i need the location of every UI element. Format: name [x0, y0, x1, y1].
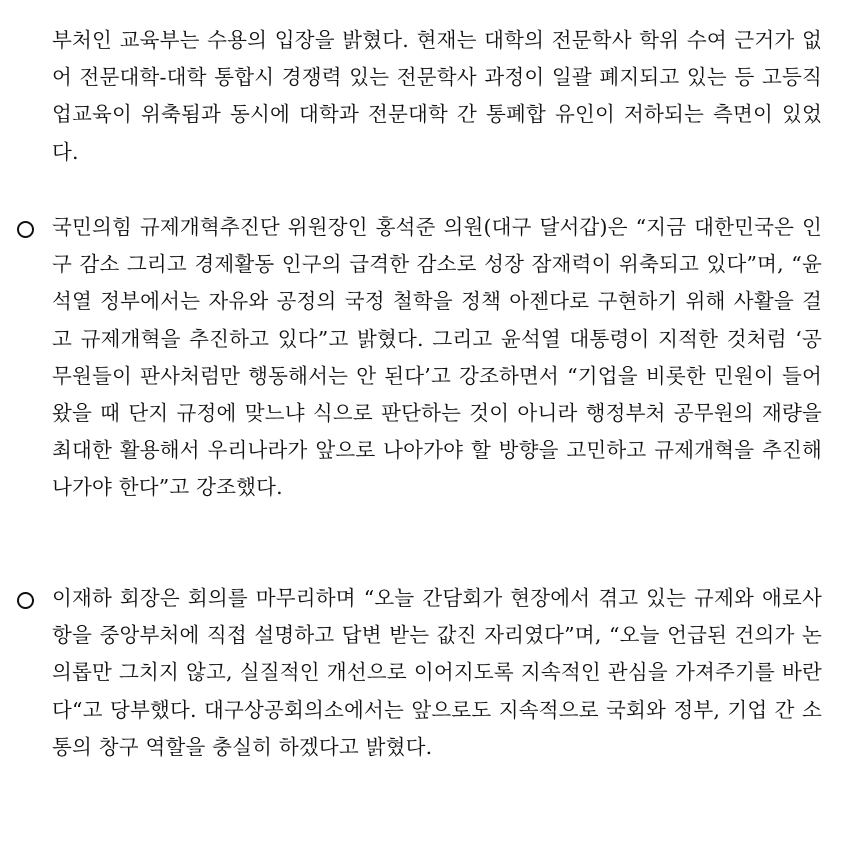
paragraph-chamber-closing: 이재하 회장은 회의를 마무리하며 “오늘 간담회가 현장에서 겪고 있는 규제와 애로사항을 중앙부처에 직접 설명하고 답변 받는 값진 자리였다”며, “오늘 언급된 건의가 논의롭만 그치지 않고, 실질적인 개선으로 이어지도록 지속적인 관심을 가져주기를 바란다“고 당부했다. 대구상공회의소에서는 앞으로도 지속적으로 국회와 정부, 기업 간 소통의 창구 역할을 충실히 하겠다고 밝혔다. — [52, 586, 822, 759]
paragraph-regulatory-reform: 국민의힘 규제개혁추진단 위원장인 홍석준 의원(대구 달서갑)은 “지금 대한민국은 인구 감소 그리고 경제활동 인구의 급격한 감소로 성장 잠재력이 위축되고 있다”며, “윤석열 정부에서는 자유와 공정의 국정 철학을 정책 아젠다로 구현하기 위해 사활을 걸고 규제개혁을 추진하고 있다”고 밝혔다. 그리고 윤석열 대통령이 지적한 것처럼 ‘공무원들이 판사처럼만 행동해서는 안 된다’고 강조하면서 “기업을 비롯한 민원이 들어왔을 때 단지 규정에 맞느냐 식으로 판단하는 것이 아니라 행정부처 공무원의 재량을 최대한 활용해서 우리나라가 앞으로 나아가야 할 방향을 고민하고 규제개혁을 추진해나가야 한다”고 강조했다. — [52, 215, 822, 500]
bullet-circle-icon — [16, 220, 36, 240]
bullet-circle-icon — [16, 591, 36, 611]
paragraph-education-ministry: 부처인 교육부는 수용의 입장을 밝혔다. 현재는 대학의 전문학사 학위 수여 근거가 없어 전문대학-대학 통합시 경쟁력 있는 전문학사 과정이 일괄 폐지되고 있는 등 고등직업교육이 위축됨과 동시에 대학과 전문대학 간 통폐합 유인이 저하되는 측면이 있었다. — [52, 28, 822, 164]
